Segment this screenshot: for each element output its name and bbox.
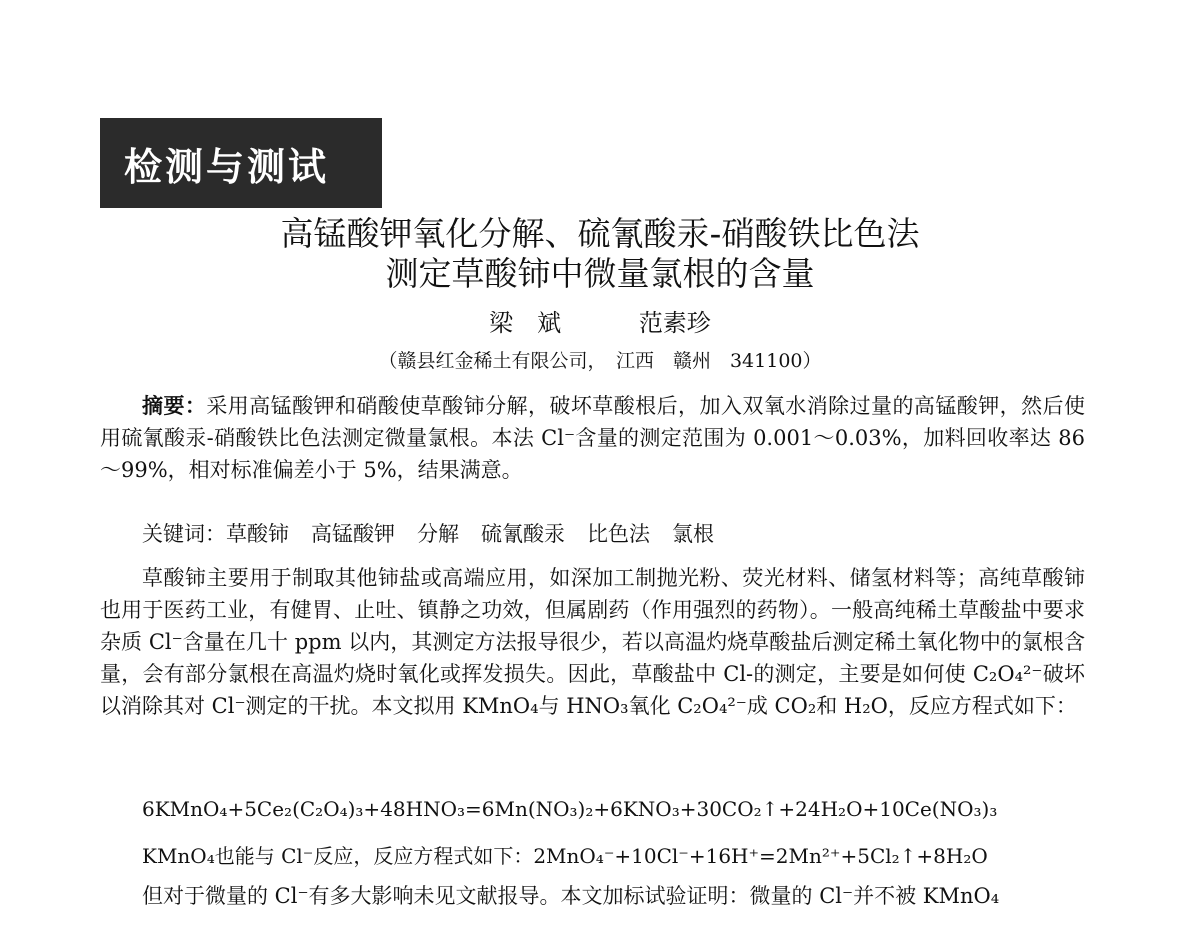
keywords	[100, 518, 1085, 550]
body-paragraph: 草酸铈主要用于制取其他铈盐或高端应用，如深加工制抛光粉、荧光材料、储氢材料等；高纯草酸铈也用于医药工业，有健胃、止吐、镇静之功效，但属剧药（作用强烈的药物）。一般高纯稀土草酸盐中要求杂质 Cl⁻含量在几十 ppm 以内，其测定方法报导很少，若以高温灼烧草酸盐后测定稀土氧化物中的氯根含量，会有部分氯根在高温灼烧时氧化或挥发损失。因此，草酸盐中 Cl-的测定，主要是如何使 C₂O₄²⁻破坏以消除其对 Cl⁻测定的干扰。本文拟用 KMnO₄与 HNO₃氧化 C₂O₄²⁻成 CO₂和 H₂O，反应方程式如下：	[100, 566, 1085, 718]
equation-2: KMnO₄也能与 Cl⁻反应，反应方程式如下：2MnO₄⁻+10Cl⁻+16H⁺=2Mn²⁺+5Cl₂↑+8H₂O	[142, 844, 988, 868]
keywords-label: 关键词：	[142, 522, 226, 546]
affiliation: （赣县红金稀土有限公司， 江西 赣州 341100）	[378, 350, 822, 372]
keyword-3: 分解	[417, 522, 459, 546]
body-last-line: 但对于微量的 Cl⁻有多大影响未见文献报导。本文加标试验证明：微量的 Cl⁻并不被 KMnO₄	[142, 884, 1000, 908]
abstract	[100, 390, 1085, 486]
keyword-4: 硫氰酸汞	[481, 522, 565, 546]
authors	[0, 303, 1200, 338]
author-1: 梁 斌	[489, 309, 562, 337]
abstract-text: 采用高锰酸钾和硝酸使草酸铈分解，破坏草酸根后，加入双氧水消除过量的高锰酸钾，然后使用硫氰酸汞-硝酸铁比色法测定微量氯根。本法 Cl⁻含量的测定范围为 0.001～0.03%，加料回收率达 86～99%，相对标准偏差小于 5%，结果满意。	[100, 394, 1085, 482]
paper-title-line-1: 高锰酸钾氧化分解、硫氰酸汞-硝酸铁比色法	[280, 214, 920, 253]
abstract-label: 摘要：	[142, 393, 207, 418]
equation-1: 6KMnO₄+5Ce₂(C₂O₄)₃+48HNO₃=6Mn(NO₃)₂+6KNO₃+30CO₂↑+24H₂O+10Ce(NO₃)₃	[142, 797, 998, 821]
section-tag: 检测与测试	[100, 118, 382, 208]
keyword-5: 比色法	[587, 522, 650, 546]
author-2: 范素珍	[638, 309, 711, 337]
paper-title-line-2: 测定草酸铈中微量氯根的含量	[385, 254, 815, 293]
keyword-2: 高锰酸钾	[311, 522, 395, 546]
keyword-1: 草酸铈	[226, 522, 289, 546]
keyword-6: 氯根	[672, 522, 714, 546]
